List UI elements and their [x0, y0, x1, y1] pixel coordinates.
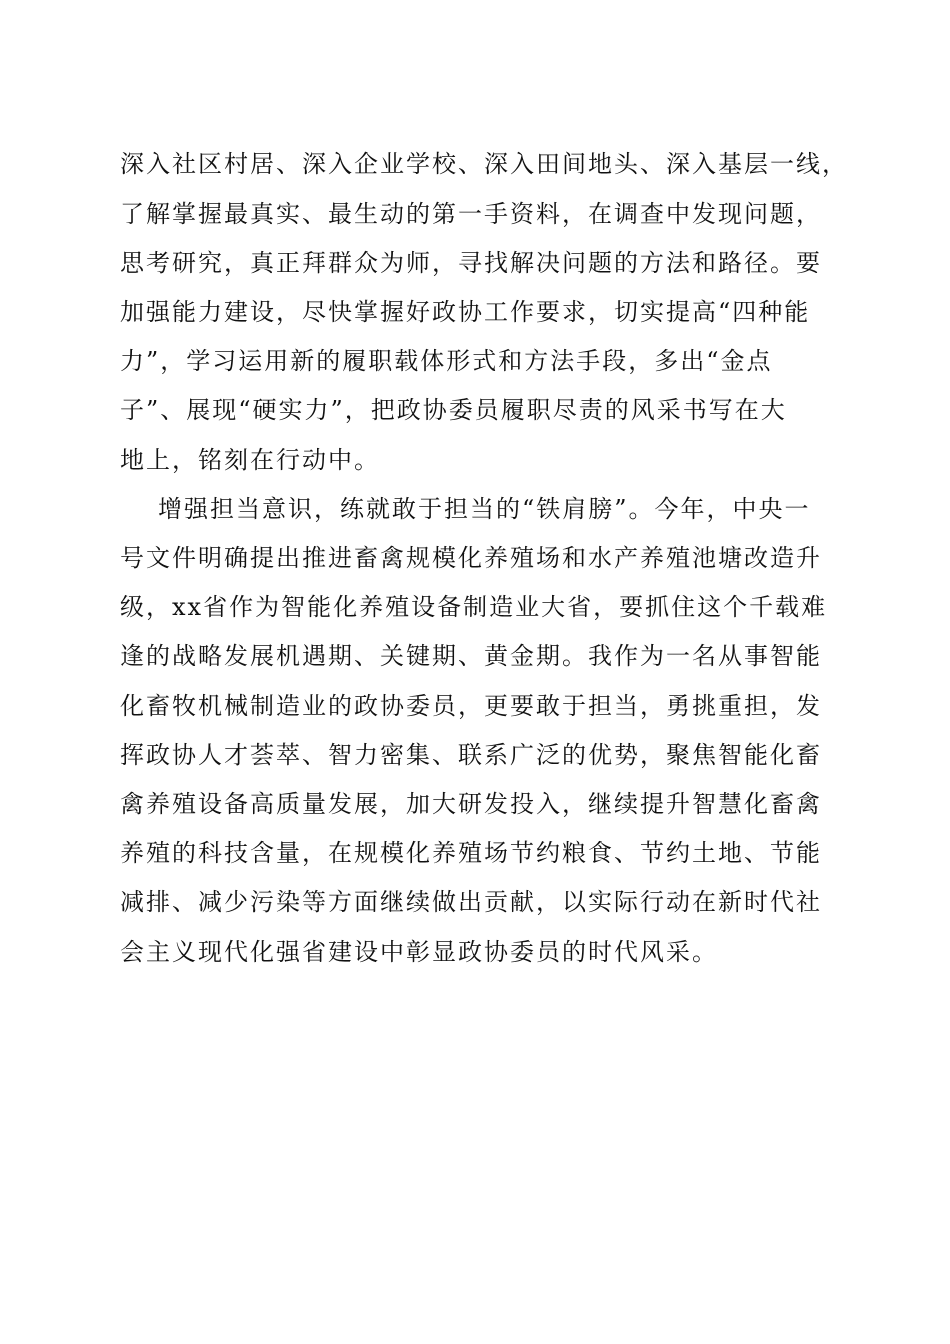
- paragraph-line: 思考研究，真正拜群众为师，寻找解决问题的方法和路径。要: [120, 249, 822, 277]
- paragraph-line: 化畜牧机械制造业的政协委员，更要敢于担当，勇挑重担，发: [120, 692, 822, 720]
- paragraph-line: 增强担当意识，练就敢于担当的“铁肩膀”。今年，中央一: [158, 495, 811, 523]
- paragraph-line: 逢的战略发展机遇期、关键期、黄金期。我作为一名从事智能: [120, 642, 822, 670]
- paragraph-line: 会主义现代化强省建设中彰显政协委员的时代风采。: [120, 938, 718, 966]
- paragraph-line: 禽养殖设备高质量发展，加大研发投入，继续提升智慧化畜禽: [120, 790, 822, 818]
- paragraph-line: 加强能力建设，尽快掌握好政协工作要求，切实提高“四种能: [120, 298, 811, 326]
- paragraph-line: 深入社区村居、深入企业学校、深入田间地头、深入基层一线，: [120, 150, 848, 178]
- paragraph-line: 级，xx省作为智能化养殖设备制造业大省，要抓住这个千载难: [120, 593, 828, 621]
- paragraph-line: 挥政协人才荟萃、智力密集、联系广泛的优势，聚焦智能化畜: [120, 741, 822, 769]
- paragraph-line: 减排、减少污染等方面继续做出贡献，以实际行动在新时代社: [120, 888, 822, 916]
- paragraph-line: 地上，铭刻在行动中。: [120, 446, 380, 474]
- paragraph-line: 力”，学习运用新的履职载体形式和方法手段，多出“金点: [120, 347, 773, 375]
- paragraph-line: 养殖的科技含量，在规模化养殖场节约粮食、节约土地、节能: [120, 839, 822, 867]
- paragraph-line: 号文件明确提出推进畜禽规模化养殖场和水产养殖池塘改造升: [120, 544, 822, 572]
- paragraph-line: 子”、展现“硬实力”，把政协委员履职尽责的风采书写在大: [120, 396, 787, 424]
- paragraph-line: 了解掌握最真实、最生动的第一手资料，在调查中发现问题，: [120, 200, 822, 228]
